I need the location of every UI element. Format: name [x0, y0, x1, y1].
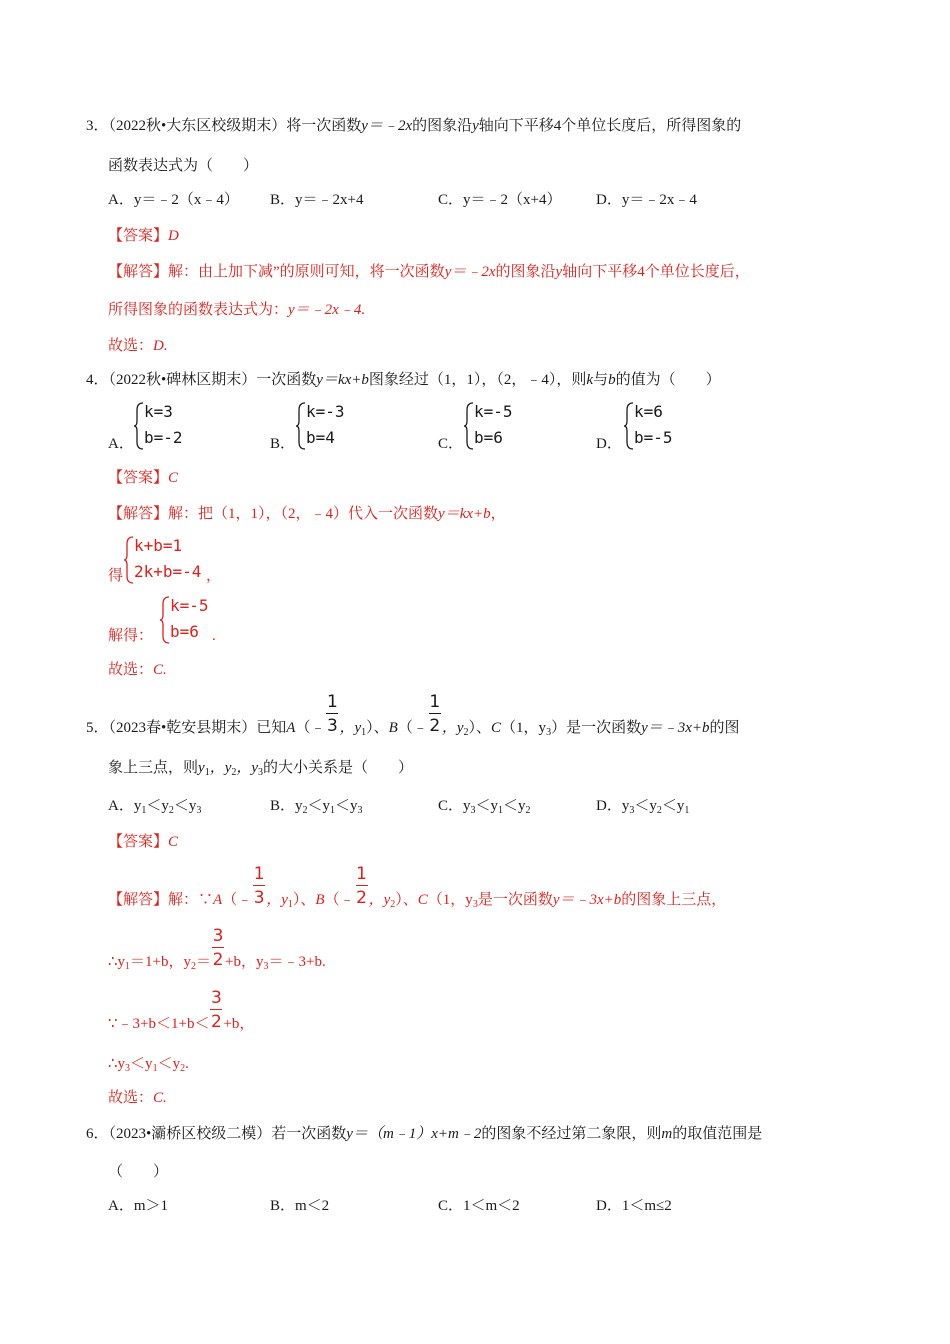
q5-option-b[interactable]: B．$y_2<y_1<y_3$ — [270, 798, 363, 816]
q6-option-a[interactable]: A．m＞1 — [108, 1198, 169, 1214]
brace-icon — [160, 596, 170, 644]
q3-option-c[interactable]: C．y＝﹣2（x+4） — [438, 192, 562, 208]
q6-stem-line1: 6．（2023•灞桥区校级二模）若一次函数y＝（m﹣1）x+m﹣2的图象不经过第二象限，则m的取值范围是 — [86, 1126, 763, 1142]
q3-solution-line2: 所得图象的函数表达式为：y＝﹣2x﹣4. — [108, 302, 366, 318]
brace-icon — [624, 402, 634, 450]
q4-solution-system2-end: . — [212, 628, 216, 644]
q5-option-a[interactable]: A．$y_1<y_2<y_3$ — [108, 798, 202, 816]
fraction-one-half: $\frac{1}{2}$ — [356, 864, 367, 908]
q3-solution-line1: 【解答】解：由上加下减”的原则可知，将一次函数y＝﹣2x的图象沿y轴向下平移4个单位长度后， — [108, 264, 750, 280]
q4-option-a-label[interactable]: A． — [108, 436, 134, 452]
q5-stem-line2: 象上三点，则$y_1$，$y_2$，$y_3$的大小关系是（ ） — [108, 760, 414, 778]
q4-stem-line1: 4．（2022秋•碑林区期末）一次函数y＝kx+b图象经过（1，1），（2，﹣4），则k与b的值为（ ） — [86, 372, 721, 388]
q5-choose: 故选：C. — [108, 1090, 167, 1106]
q3-option-a[interactable]: A．y＝﹣2（x﹣4） — [108, 192, 239, 208]
brace-icon — [464, 402, 474, 450]
q5-option-c[interactable]: C．$y_3<y_1<y_2$ — [438, 798, 531, 816]
q4-choose: 故选：C. — [108, 662, 167, 678]
q5-therefore-line2: $\therefore y_3<y_1<y_2$. — [108, 1056, 189, 1074]
fraction-three-halves: $\frac{3}{2}$ — [211, 988, 222, 1032]
q4-answer: 【答案】C — [108, 470, 179, 486]
brace-icon — [296, 402, 306, 450]
q3-stem-line1: 3．（2022秋•大东区校级期末）将一次函数y＝﹣2x的图象沿y轴向下平移4个单位长度后，所得图象的 — [86, 118, 742, 134]
q6-stem-line2: （ ） — [108, 1164, 169, 1180]
fraction-one-third: $\frac{1}{3}$ — [253, 864, 265, 908]
q6-option-d[interactable]: D．1＜m≤2 — [596, 1198, 672, 1214]
fraction-one-third: $\frac{1}{3}$ — [327, 692, 338, 736]
q5-solution-line1: 【解答】解：∵A（﹣ $\frac{1}{3}$ ，$y_1$）、B（﹣ $\frac{1}{2}$ ，$y_2$）、C（1，$y_3$是一次函数y＝﹣3x+b的图象上三点， — [108, 864, 727, 910]
brace-icon — [124, 536, 134, 584]
q4-option-b-label[interactable]: B． — [270, 436, 296, 452]
q3-answer: 【答案】D — [108, 228, 179, 244]
fraction-three-halves: $\frac{3}{2}$ — [212, 926, 224, 970]
q3-option-d[interactable]: D．y＝﹣2x﹣4 — [596, 192, 697, 208]
q5-stem-line1: 5．（2023春•乾安县期末）已知A（﹣ $\frac{1}{3}$ ，$y_1$）、B（﹣ $\frac{1}{2}$ ，$y_2$）、C（1，$y_3$）是一次函数y＝﹣3x+b的图 — [86, 692, 740, 738]
fraction-one-half: $\frac{1}{2}$ — [429, 692, 441, 736]
q5-therefore-line1: $\therefore y_1=1+b$，$y_2=$ $\frac{3}{2}$ +b，$y_3=﹣3+b$. — [108, 926, 326, 972]
q5-option-d[interactable]: D．$y_3<y_2<y_1$ — [596, 798, 690, 816]
q4-option-d-label[interactable]: D． — [596, 436, 622, 452]
q6-option-c[interactable]: C．1＜m＜2 — [438, 1198, 520, 1214]
q6-option-b[interactable]: B．m＜2 — [270, 1198, 330, 1214]
q4-solution-de: 得 — [108, 568, 124, 584]
q3-option-b[interactable]: B．y＝﹣2x+4 — [270, 192, 364, 208]
q4-option-c-label[interactable]: C． — [438, 436, 464, 452]
q4-solution-line1: 【解答】解：把（1，1），（2，﹣4）代入一次函数y＝kx+b， — [108, 506, 506, 522]
brace-icon — [134, 402, 144, 450]
q4-solution-jd: 解得： — [108, 628, 154, 644]
q3-stem-line2: 函数表达式为（ ） — [108, 158, 259, 174]
q5-answer: 【答案】C — [108, 834, 179, 850]
q5-because-line: ∵﹣3+b＜1+b＜ $\frac{3}{2}$ +b， — [108, 988, 255, 1032]
q4-solution-system1-end: ， — [206, 568, 222, 584]
q3-choose: 故选：D. — [108, 338, 168, 354]
